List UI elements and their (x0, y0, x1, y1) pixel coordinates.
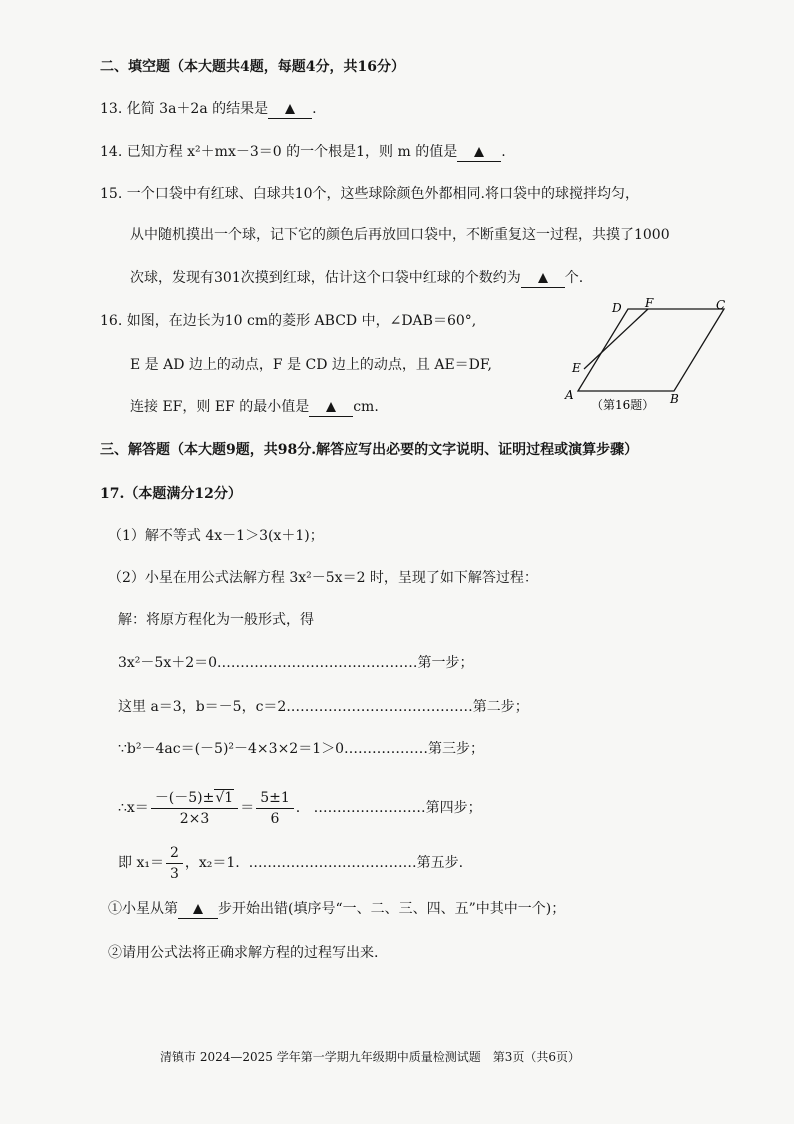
step4-fraction-1 (151, 788, 238, 829)
triangle-icon (193, 904, 203, 914)
q13-end: . (312, 101, 317, 117)
step1-label: 第一步； (417, 655, 474, 671)
step4-frac2-num: 5±1 (256, 788, 294, 809)
step3-label: 第三步； (428, 741, 485, 757)
step5-prefix: 即 x₁＝ (118, 855, 164, 871)
step5-frac-den: 3 (169, 865, 179, 882)
segment-ef (584, 309, 648, 369)
label-a: A (565, 388, 574, 402)
triangle-icon (326, 402, 336, 412)
label-d: D (612, 301, 622, 315)
q16-answer-blank (309, 398, 353, 417)
step5-mid: ，x₂＝1. (184, 855, 240, 871)
q14-text: 14. 已知方程 x²＋mx－3＝0 的一个根是1，则 m 的值是 (100, 144, 458, 160)
step4-frac1-den: 2×3 (179, 810, 210, 827)
solution-step-5 (118, 842, 463, 884)
q14-end: . (501, 144, 506, 160)
figure-caption: （第16题） (591, 398, 655, 412)
step4-eq: ＝ (240, 800, 255, 816)
rhombus-abcd (578, 309, 724, 391)
q16-line1: 16. 如图，在边长为10 cm的菱形 ABCD 中，∠DAB＝60°, (100, 313, 477, 329)
step4-frac1-num: －(－5)± (154, 789, 215, 806)
step5-label: 第五步. (416, 855, 464, 871)
section3-heading: 三、解答题（本大题9题，共98分.解答应写出必要的文字说明、证明过程或演算步骤） (100, 442, 639, 458)
q15-line1: 15. 一个口袋中有红球、白球共10个，这些球除颜色外都相同.将口袋中的球搅拌均匀， (100, 186, 639, 202)
step3-expr: ∵b²－4ac＝(－5)²－4×3×2＝1＞0 (118, 741, 345, 757)
label-f: F (645, 296, 654, 310)
label-c: C (716, 298, 726, 312)
q15-end: 个. (564, 270, 584, 286)
q13-answer-blank (268, 100, 312, 119)
step1-expr: 3x²－5x＋2＝0. (118, 655, 222, 671)
q15-line3: 次球，发现有301次摸到红球，估计这个口袋中红球的个数约为 (130, 270, 521, 286)
step4-frac1-sqrt: 1 (224, 789, 234, 806)
step3-dots: ……………… (344, 741, 429, 757)
solution-step-2 (118, 697, 529, 717)
sqrt-symbol: √1 (215, 789, 234, 806)
q17-solution-intro: 解：将原方程化为一般形式，得 (118, 612, 314, 628)
solution-step-1 (118, 653, 473, 673)
step2-label: 第二步； (472, 699, 529, 715)
q17-part1: （1）解不等式 4x－1＞3(x＋1)； (108, 528, 324, 544)
question-13 (100, 99, 317, 119)
step4-dot: . (295, 800, 301, 816)
solution-step-3 (118, 739, 484, 759)
step2-expr: 这里 a＝3，b＝－5，c＝2. (118, 699, 291, 715)
q16-line2: E 是 AD 边上的动点，F 是 CD 边上的动点，且 AE＝DF, (130, 357, 492, 373)
q17-subquestion-2: ②请用公式法将正确求解方程的过程写出来. (108, 945, 379, 961)
q17-part2: （2）小星在用公式法解方程 3x²－5x＝2 时，呈现了如下解答过程： (108, 570, 538, 586)
step5-fraction (166, 843, 183, 884)
step4-label: 第四步； (425, 800, 482, 816)
step4-dots: …………………… (313, 800, 426, 816)
step4-frac2-den: 6 (270, 810, 280, 827)
question-16-end (130, 397, 379, 417)
step4-fraction-2 (256, 788, 294, 829)
triangle-icon (474, 147, 484, 157)
q15-answer-blank (521, 269, 565, 288)
step2-dots: ………………………………… (290, 699, 473, 715)
question-14 (100, 142, 506, 162)
triangle-icon (538, 273, 548, 283)
q13-text: 13. 化简 3a＋2a 的结果是 (100, 101, 269, 117)
label-e: E (572, 361, 581, 375)
solution-step-4 (118, 787, 482, 829)
q17-subquestion-1 (108, 899, 565, 919)
q14-answer-blank (457, 143, 501, 162)
step4-prefix: ∴x＝ (118, 800, 149, 816)
step5-dots: ……………………………… (248, 855, 417, 871)
section2-heading: 二、填空题（本大题共4题，每题4分，共16分） (100, 59, 405, 75)
q17-title: 17.（本题满分12分） (100, 486, 242, 502)
triangle-icon (285, 104, 295, 114)
sub1-answer-blank (178, 900, 218, 919)
q16-end: cm. (353, 399, 379, 415)
sub1-suffix: 步开始出错(填序号“一、二、三、四、五”中其中一个)； (218, 901, 566, 917)
page-footer: 清镇市 2024—2025 学年第一学期九年级期中质量检测试题 第3页（共6页） (160, 1050, 580, 1064)
question-15-end (130, 268, 583, 288)
rhombus-figure (555, 295, 745, 413)
label-b: B (670, 392, 679, 406)
sub1-prefix: ①小星从第 (108, 901, 178, 917)
q15-line2: 从中随机摸出一个球，记下它的颜色后再放回口袋中，不断重复这一过程，共摸了1000 (130, 227, 670, 243)
step5-frac-num: 2 (166, 843, 183, 864)
step1-dots: …………………………………… (221, 655, 418, 671)
q16-line3: 连接 EF，则 EF 的最小值是 (130, 399, 310, 415)
